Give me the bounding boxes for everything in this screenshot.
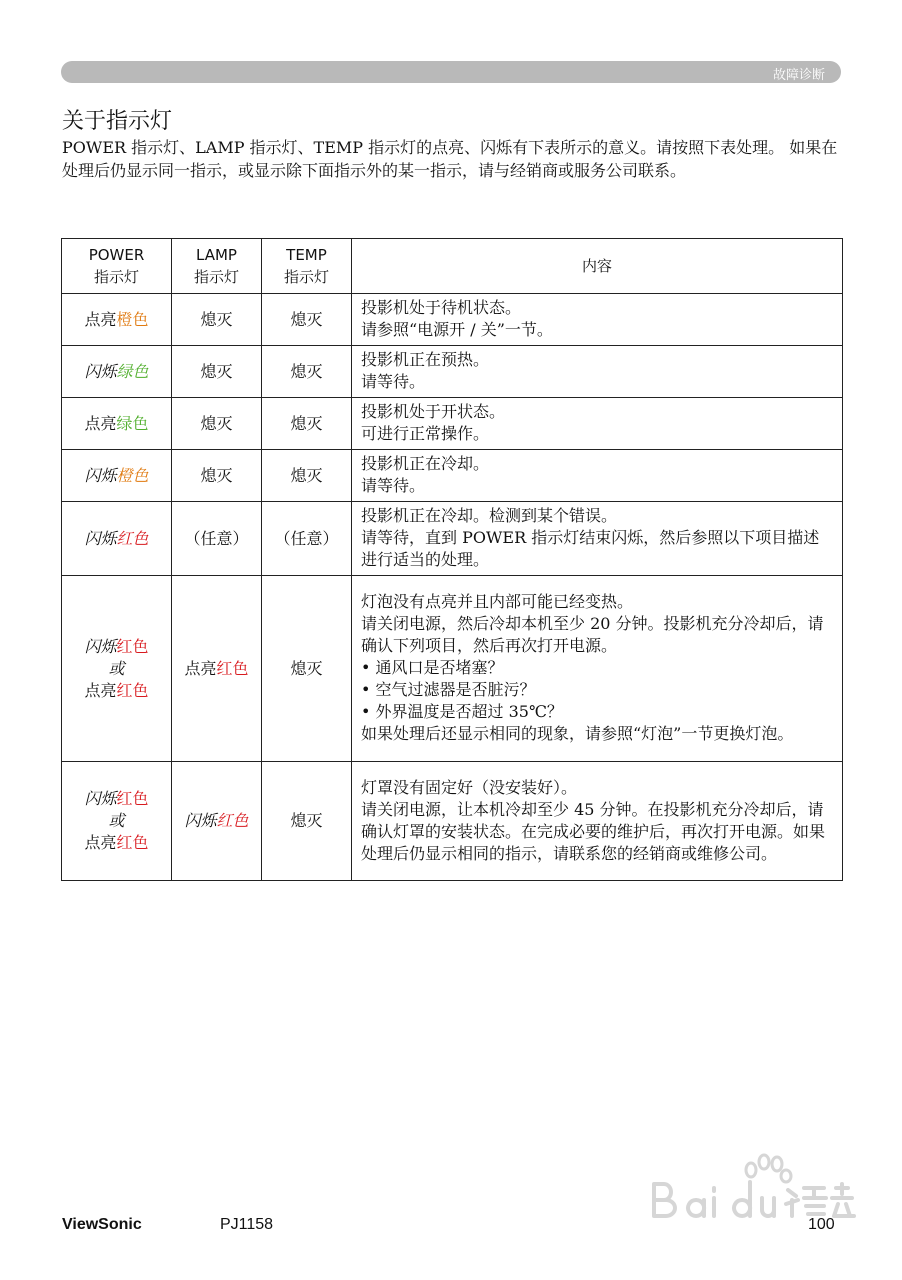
row-line: 请等待，直到 POWER 指示灯结束闪烁，然后参照以下项目描述进行适当的处理。 xyxy=(361,528,820,569)
row-heading: 投影机正在冷却。 xyxy=(361,454,490,473)
header-power: POWER 指示灯 xyxy=(62,239,172,294)
row-heading: 投影机处于开状态。 xyxy=(361,402,506,421)
intro-paragraph: POWER 指示灯、LAMP 指示灯、TEMP 指示灯的点亮、闪烁有下表所示的意义。请按照下表处理。 如果在处理后仍显示同一指示，或显示除下面指示外的某一指示，请与经销商或服务公司联系。 xyxy=(62,138,838,180)
row-heading: 投影机正在冷却。检测到某个错误。 xyxy=(361,506,618,525)
row-content xyxy=(352,762,843,881)
row-heading: 灯泡没有点亮并且内部可能已经变热。 xyxy=(361,592,634,611)
row-line: 请关闭电源，让本机冷却至少 45 分钟。在投影机充分冷却后，请确认灯罩的安装状态。在完成必要的维护后，再次打开电源。如果处理后仍显示相同的指示，请联系您的经销商或维修公司。 xyxy=(361,799,826,863)
row-content xyxy=(352,450,843,502)
row-line: 请等待。 xyxy=(361,476,426,495)
temp-status: （任意） xyxy=(262,502,352,576)
indicator-table xyxy=(61,238,843,881)
row-heading: 投影机处于待机状态。 xyxy=(361,298,522,317)
lamp-status: 熄灭 xyxy=(172,450,262,502)
table-row xyxy=(62,450,843,502)
table-row xyxy=(62,502,843,576)
power-status: 闪烁红色 或 点亮红色 xyxy=(62,576,172,762)
temp-status: 熄灭 xyxy=(262,450,352,502)
row-heading: 灯罩没有固定好（没安装好）。 xyxy=(361,777,578,797)
row-line: 请关闭电源，然后冷却本机至少 20 分钟。投影机充分冷却后，请确认下列项目，然后再次打开电源。 xyxy=(361,614,824,655)
power-status: 点亮橙色 xyxy=(62,294,172,346)
row-line: 如果处理后还显示相同的现象，请参照“灯泡”一节更换灯泡。 xyxy=(361,724,794,743)
temp-status: 熄灭 xyxy=(262,762,352,881)
power-status: 闪烁红色 或 点亮红色 xyxy=(62,762,172,881)
baidu-watermark-logo xyxy=(648,1148,858,1248)
page-number: 100 xyxy=(808,1216,835,1233)
row-line: 请参照“电源开 / 关”一节。 xyxy=(361,320,553,339)
temp-status: 熄灭 xyxy=(262,346,352,398)
row-line: • 空气过滤器是否脏污？ xyxy=(361,680,536,699)
section-label: 故障诊断 xyxy=(772,68,825,83)
table-row xyxy=(62,398,843,450)
table-row xyxy=(62,762,843,881)
temp-status: 熄灭 xyxy=(262,294,352,346)
temp-status: 熄灭 xyxy=(262,398,352,450)
lamp-status: （任意） xyxy=(172,502,262,576)
row-line: • 外界温度是否超过 35℃？ xyxy=(361,702,563,721)
table-header-row xyxy=(62,239,843,294)
header-temp: TEMP 指示灯 xyxy=(262,239,352,294)
power-status: 闪烁红色 xyxy=(62,502,172,576)
row-line: 可进行正常操作。 xyxy=(361,424,490,443)
table-row xyxy=(62,576,843,762)
row-line: • 通风口是否堵塞？ xyxy=(361,658,504,677)
table-row xyxy=(62,294,843,346)
power-status: 点亮绿色 xyxy=(62,398,172,450)
row-content xyxy=(352,398,843,450)
header-content: 内容 xyxy=(352,239,843,294)
row-line: 请等待。 xyxy=(361,372,426,391)
power-status: 闪烁橙色 xyxy=(62,450,172,502)
row-heading: 投影机正在预热。 xyxy=(361,350,490,369)
row-content xyxy=(352,294,843,346)
lamp-status: 点亮红色 xyxy=(172,576,262,762)
lamp-status: 熄灭 xyxy=(172,346,262,398)
temp-status: 熄灭 xyxy=(262,576,352,762)
table-row xyxy=(62,346,843,398)
row-content xyxy=(352,346,843,398)
lamp-status: 熄灭 xyxy=(172,294,262,346)
section-header-bar xyxy=(61,61,841,83)
row-content xyxy=(352,502,843,576)
lamp-status: 闪烁红色 xyxy=(172,762,262,881)
lamp-status: 熄灭 xyxy=(172,398,262,450)
footer-model: PJ1158 xyxy=(220,1216,274,1233)
header-lamp: LAMP 指示灯 xyxy=(172,239,262,294)
footer-brand: ViewSonic xyxy=(62,1216,142,1233)
row-content xyxy=(352,576,843,762)
power-status: 闪烁绿色 xyxy=(62,346,172,398)
page-title: 关于指示灯 xyxy=(62,109,173,134)
